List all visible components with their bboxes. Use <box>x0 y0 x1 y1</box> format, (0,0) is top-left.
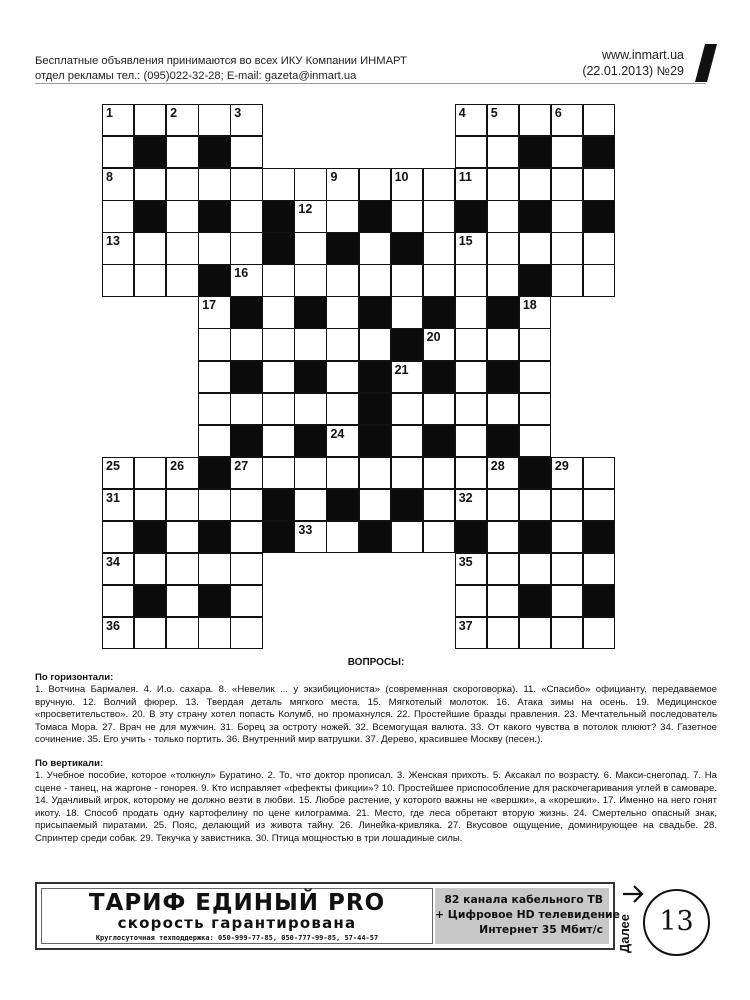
crossword-cell[interactable] <box>487 264 519 296</box>
crossword-cell[interactable] <box>102 553 134 585</box>
crossword-clue-number: 12 <box>298 202 313 217</box>
crossword-cell[interactable] <box>455 296 487 328</box>
crossword-cell[interactable] <box>230 553 262 585</box>
crossword-cell[interactable] <box>262 361 294 393</box>
crossword-black-cell <box>262 521 294 553</box>
crossword-cell[interactable] <box>326 200 358 232</box>
crossword-clue-number: 24 <box>330 426 345 441</box>
crossword-cell[interactable] <box>166 200 198 232</box>
crossword-cell[interactable] <box>455 617 487 649</box>
crossword-clue-number: 20 <box>426 330 441 345</box>
crossword-black-cell <box>519 457 551 489</box>
ad-support-phones: Круглосуточная техподдержка: 050-999-77-85, 050-777-99-85, 57-44-57 <box>95 934 379 942</box>
crossword-black-cell <box>230 361 262 393</box>
crossword-black-cell <box>583 521 615 553</box>
crossword-cell[interactable] <box>326 457 358 489</box>
crossword-black-cell <box>262 200 294 232</box>
crossword-cell[interactable] <box>423 232 455 264</box>
crossword-black-cell <box>519 200 551 232</box>
crossword-cell[interactable] <box>166 521 198 553</box>
across-section <box>35 672 717 747</box>
crossword-cell[interactable] <box>166 489 198 521</box>
crossword-cell[interactable] <box>455 585 487 617</box>
header-contact-line: отдел рекламы тел.: (095)022-32-28; E-mail: gazeta@inmart.ua <box>35 70 357 82</box>
crossword-cell[interactable] <box>359 264 391 296</box>
crossword-cell[interactable] <box>198 361 230 393</box>
crossword-cell[interactable] <box>391 264 423 296</box>
crossword-clue-number: 27 <box>234 458 249 473</box>
crossword-cell[interactable] <box>487 168 519 200</box>
crossword-cell[interactable] <box>487 328 519 360</box>
crossword-cell[interactable] <box>455 328 487 360</box>
crossword-black-cell <box>359 521 391 553</box>
crossword-clue-number: 8 <box>106 170 113 185</box>
crossword-black-cell <box>262 232 294 264</box>
crossword-cell[interactable] <box>359 328 391 360</box>
crossword-cell[interactable] <box>294 200 326 232</box>
header-ads-notice: Бесплатные объявления принимаются во всех ИКУ Компании ИНМАРТ <box>35 55 407 67</box>
crossword-cell[interactable] <box>583 264 615 296</box>
ad-title: ТАРИФ ЕДИНЫЙ PRO <box>88 890 386 916</box>
crossword-black-cell <box>455 521 487 553</box>
crossword-cell[interactable] <box>551 200 583 232</box>
crossword-black-cell <box>262 489 294 521</box>
crossword-cell[interactable] <box>230 200 262 232</box>
crossword-clue-number: 37 <box>458 619 473 633</box>
crossword-black-cell <box>198 521 230 553</box>
crossword-black-cell <box>359 361 391 393</box>
crossword-cell[interactable] <box>326 521 358 553</box>
crossword-cell[interactable] <box>551 617 583 649</box>
crossword-cell[interactable] <box>230 328 262 360</box>
header-issue-date: (22.01.2013) №29 <box>582 64 684 78</box>
crossword-cell[interactable] <box>102 200 134 232</box>
crossword-cell[interactable] <box>198 553 230 585</box>
crossword-cell[interactable] <box>102 489 134 521</box>
crossword-cell[interactable] <box>294 457 326 489</box>
crossword-cell[interactable] <box>166 457 198 489</box>
ad-tariff-block <box>41 888 433 944</box>
crossword-black-cell <box>134 521 166 553</box>
crossword-cell[interactable] <box>198 617 230 649</box>
crossword-black-cell <box>198 264 230 296</box>
crossword-cell[interactable] <box>455 232 487 264</box>
crossword-cell[interactable] <box>262 264 294 296</box>
crossword-cell[interactable] <box>487 585 519 617</box>
down-clues: 1. Учебное пособие, которое «толкнул» Буратино. 2. То, что доктор прописал. 3. Женская прихоть. 5. Аксакал по возрасту. 6. Макси-снегопад. 7. На сцене - танец, на жаргоне - гонорея. 9. Кто исправляет «фефекты фикции»? 10. Простейшее приспособление для раскочегаривания углей в самоваре. 14. Удачливый игрок, которому не должно везти в любви. 15. Любое растение, у которого важны не «вершки», а «корешки». 17. Именно на него гонят икоту. 18. Способ продать одну картофелину по цене килограмма. 21. Место, где леса обретают вторую жизнь. 24. Смертельно опасный знак, присыпаемый пиратами. 25. Пояс, делающий из живота тайну. 26. Линейка-кривляка. 27. Вкусовое ощущение, доминирующее на свадьбе. 28. Спринтер среди собак. 29. Текучка у завистника. 30. Птица мощностью в три лошадиные силы. <box>35 770 717 844</box>
crossword-black-cell <box>423 296 455 328</box>
crossword-cell[interactable] <box>455 553 487 585</box>
crossword-cell[interactable] <box>198 425 230 457</box>
crossword-clue-number: 15 <box>458 234 473 249</box>
crossword-cell[interactable] <box>455 264 487 296</box>
ad-banner[interactable] <box>35 882 620 950</box>
crossword-cell[interactable] <box>230 168 262 200</box>
ad-subtitle: скорость гарантирована <box>117 914 357 932</box>
crossword-cell[interactable] <box>134 168 166 200</box>
crossword-black-cell <box>583 585 615 617</box>
crossword-black-cell <box>423 425 455 457</box>
crossword-cell[interactable] <box>487 200 519 232</box>
crossword-clue-number: 18 <box>522 298 537 313</box>
crossword-cell[interactable] <box>423 328 455 360</box>
crossword-cell[interactable] <box>391 393 423 425</box>
crossword-black-cell <box>583 136 615 168</box>
crossword-cell[interactable] <box>294 232 326 264</box>
crossword-cell[interactable] <box>102 617 134 649</box>
crossword-cell[interactable] <box>102 264 134 296</box>
crossword-cell[interactable] <box>583 232 615 264</box>
crossword-cell[interactable] <box>455 489 487 521</box>
crossword-cell[interactable] <box>487 393 519 425</box>
crossword-cell[interactable] <box>359 489 391 521</box>
crossword-grid <box>102 104 647 649</box>
crossword-cell[interactable] <box>230 489 262 521</box>
crossword-clue-number: 3 <box>234 106 242 120</box>
crossword-cell[interactable] <box>519 361 551 393</box>
ad-features-block <box>435 888 620 944</box>
crossword-cell[interactable] <box>519 232 551 264</box>
crossword-cell[interactable] <box>262 425 294 457</box>
crossword-cell[interactable] <box>262 168 294 200</box>
crossword-cell[interactable] <box>166 136 198 168</box>
crossword-black-cell <box>230 425 262 457</box>
crossword-black-cell <box>294 296 326 328</box>
crossword-cell[interactable] <box>487 232 519 264</box>
crossword-cell[interactable] <box>583 617 615 649</box>
crossword-cell[interactable] <box>230 521 262 553</box>
crossword-cell[interactable] <box>583 553 615 585</box>
crossword-cell[interactable] <box>166 168 198 200</box>
crossword-cell[interactable] <box>294 521 326 553</box>
crossword-cell[interactable] <box>166 264 198 296</box>
ad-feature-tv: 82 канала кабельного ТВ <box>444 893 603 906</box>
crossword-cell[interactable] <box>519 168 551 200</box>
crossword-cell[interactable] <box>423 200 455 232</box>
crossword-cell[interactable] <box>519 425 551 457</box>
crossword-cell[interactable] <box>166 232 198 264</box>
crossword-black-cell <box>359 296 391 328</box>
crossword-cell[interactable] <box>102 232 134 264</box>
header-divider <box>35 83 706 84</box>
crossword-cell[interactable] <box>134 489 166 521</box>
crossword-cell[interactable] <box>230 136 262 168</box>
crossword-cell[interactable] <box>102 521 134 553</box>
crossword-black-cell <box>134 200 166 232</box>
crossword-cell[interactable] <box>198 489 230 521</box>
crossword-cell[interactable] <box>455 361 487 393</box>
crossword-clue-number: 34 <box>106 554 120 569</box>
crossword-cell[interactable] <box>198 232 230 264</box>
crossword-cell[interactable] <box>230 617 262 649</box>
crossword-cell[interactable] <box>102 457 134 489</box>
crossword-cell[interactable] <box>583 457 615 489</box>
crossword-cell[interactable] <box>519 328 551 360</box>
crossword-black-cell <box>359 393 391 425</box>
crossword-cell[interactable] <box>455 457 487 489</box>
crossword-cell[interactable] <box>198 104 230 136</box>
crossword-cell[interactable] <box>487 521 519 553</box>
crossword-cell[interactable] <box>134 264 166 296</box>
crossword-cell[interactable] <box>134 553 166 585</box>
crossword-cell[interactable] <box>551 553 583 585</box>
crossword-cell[interactable] <box>391 168 423 200</box>
crossword-black-cell <box>326 489 358 521</box>
crossword-cell[interactable] <box>262 328 294 360</box>
crossword-black-cell <box>423 361 455 393</box>
header-issue-info <box>582 47 684 79</box>
crossword-cell[interactable] <box>583 489 615 521</box>
crossword-cell[interactable] <box>102 104 134 136</box>
across-clues: 1. Вотчина Бармалея. 4. И.о. сахара. 8. «Невелик ... у экзибиционистa» (современная скороговорка). 11. «Спасибо» официанту, передаваемое вручную. 12. Волчий фюрер. 13. Твердая деталь мягкого места. 15. Мягкотелый молоток. 16. Атака зимы на осень. 19. Медицинское «просветительство». 20. В эту страну хотел попасть Колумб, но промахнулся. 22. Простейшие бразды правления. 23. Мечтательный последователь Томаса Мора. 27. Врач не для мужчин. 31. Борец за остроту ножей. 32. Всемогущая валюта. 33. От какого чувства в потолок плюют? 34. Газетное сочинение. 35. Его учить - только портить. 36. Внутренний мир ватрушки. 37. Дерево, красившее Москву (песен.). <box>35 684 717 745</box>
crossword-cell[interactable] <box>455 425 487 457</box>
crossword-cell[interactable] <box>294 393 326 425</box>
crossword-cell[interactable] <box>359 457 391 489</box>
crossword-cell[interactable] <box>198 328 230 360</box>
crossword-cell[interactable] <box>423 489 455 521</box>
crossword-cell[interactable] <box>326 296 358 328</box>
crossword-clue-number: 25 <box>106 458 120 473</box>
crossword-cell[interactable] <box>166 553 198 585</box>
crossword-cell[interactable] <box>391 521 423 553</box>
crossword-black-cell <box>519 521 551 553</box>
crossword-cell[interactable] <box>198 296 230 328</box>
crossword-cell[interactable] <box>262 457 294 489</box>
crossword-clue-number: 29 <box>554 458 569 473</box>
crossword-cell[interactable] <box>391 425 423 457</box>
crossword-black-cell <box>359 200 391 232</box>
crossword-black-cell <box>198 200 230 232</box>
crossword-black-cell <box>198 585 230 617</box>
ad-feature-internet: Интернет 35 Мбит/с <box>479 923 603 936</box>
crossword-cell[interactable] <box>487 553 519 585</box>
crossword-cell[interactable] <box>551 521 583 553</box>
crossword-cell[interactable] <box>134 457 166 489</box>
crossword-cell[interactable] <box>391 200 423 232</box>
crossword-cell[interactable] <box>230 393 262 425</box>
crossword-black-cell <box>455 200 487 232</box>
page-number: 13 <box>643 889 710 956</box>
crossword-clue-number: 21 <box>394 362 409 377</box>
crossword-black-cell <box>359 425 391 457</box>
crossword-black-cell <box>294 425 326 457</box>
crossword-cell[interactable] <box>455 104 487 136</box>
crossword-black-cell <box>519 136 551 168</box>
crossword-cell[interactable] <box>294 264 326 296</box>
crossword-clue-number: 11 <box>458 170 472 185</box>
crossword-cell[interactable] <box>583 104 615 136</box>
crossword-cell[interactable] <box>102 136 134 168</box>
crossword-clue-number: 6 <box>554 106 562 120</box>
crossword-cell[interactable] <box>551 585 583 617</box>
crossword-cell[interactable] <box>519 617 551 649</box>
crossword-clue-number: 28 <box>490 458 505 473</box>
crossword-black-cell <box>519 585 551 617</box>
crossword-cell[interactable] <box>551 104 583 136</box>
crossword-black-cell <box>391 489 423 521</box>
crossword-cell[interactable] <box>134 104 166 136</box>
questions-section <box>35 657 717 845</box>
crossword-clue-number: 35 <box>458 554 473 569</box>
crossword-cell[interactable] <box>519 296 551 328</box>
crossword-clue-number: 1 <box>106 106 113 120</box>
next-page-label: Далее <box>617 913 633 954</box>
crossword-cell[interactable] <box>198 393 230 425</box>
crossword-cell[interactable] <box>583 168 615 200</box>
crossword-clue-number: 31 <box>106 490 120 505</box>
crossword-cell[interactable] <box>198 168 230 200</box>
crossword-cell[interactable] <box>423 393 455 425</box>
crossword-cell[interactable] <box>391 457 423 489</box>
crossword-black-cell <box>230 296 262 328</box>
header-slash-decoration <box>693 40 723 86</box>
crossword-cell[interactable] <box>423 264 455 296</box>
crossword-cell[interactable] <box>551 232 583 264</box>
crossword-cell[interactable] <box>519 104 551 136</box>
crossword-cell[interactable] <box>359 232 391 264</box>
crossword-cell[interactable] <box>326 264 358 296</box>
crossword-cell[interactable] <box>230 457 262 489</box>
crossword-cell[interactable] <box>230 585 262 617</box>
down-section <box>35 758 717 846</box>
crossword-clue-number: 13 <box>106 234 120 249</box>
crossword-cell[interactable] <box>551 264 583 296</box>
crossword-cell[interactable] <box>166 104 198 136</box>
crossword-black-cell <box>487 296 519 328</box>
crossword-cell[interactable] <box>166 585 198 617</box>
crossword-cell[interactable] <box>230 232 262 264</box>
crossword-black-cell <box>198 136 230 168</box>
crossword-cell[interactable] <box>326 361 358 393</box>
crossword-clue-number: 26 <box>170 458 185 473</box>
crossword-cell[interactable] <box>359 168 391 200</box>
crossword-cell[interactable] <box>487 617 519 649</box>
crossword-cell[interactable] <box>455 393 487 425</box>
crossword-cell[interactable] <box>519 553 551 585</box>
crossword-black-cell <box>487 425 519 457</box>
crossword-clue-number: 16 <box>234 266 249 281</box>
crossword-cell[interactable] <box>326 168 358 200</box>
crossword-cell[interactable] <box>391 296 423 328</box>
crossword-black-cell <box>134 136 166 168</box>
header-contact <box>35 54 505 84</box>
crossword-cell[interactable] <box>455 168 487 200</box>
crossword-black-cell <box>487 361 519 393</box>
crossword-clue-number: 9 <box>330 170 338 185</box>
crossword-black-cell <box>391 232 423 264</box>
crossword-cell[interactable] <box>326 393 358 425</box>
crossword-black-cell <box>294 361 326 393</box>
crossword-cell[interactable] <box>294 489 326 521</box>
crossword-black-cell <box>583 200 615 232</box>
crossword-cell[interactable] <box>134 232 166 264</box>
crossword-black-cell <box>326 232 358 264</box>
crossword-cell[interactable] <box>487 104 519 136</box>
crossword-cell[interactable] <box>423 168 455 200</box>
ad-feature-hd: + Цифровое HD телевидение <box>435 908 620 921</box>
crossword-cell[interactable] <box>519 393 551 425</box>
down-heading: По вертикали: <box>35 757 104 769</box>
questions-title: ВОПРОСЫ: <box>347 657 405 668</box>
crossword-cell[interactable] <box>326 328 358 360</box>
crossword-clue-number: 5 <box>490 106 498 120</box>
across-heading: По горизонтали: <box>35 671 114 683</box>
crossword-cell[interactable] <box>230 104 262 136</box>
crossword-cell[interactable] <box>326 425 358 457</box>
crossword-cell[interactable] <box>391 361 423 393</box>
crossword-black-cell <box>391 328 423 360</box>
crossword-black-cell <box>519 264 551 296</box>
crossword-cell[interactable] <box>551 489 583 521</box>
crossword-cell[interactable] <box>519 489 551 521</box>
next-page-link[interactable] <box>617 890 642 954</box>
crossword-clue-number: 2 <box>170 106 178 120</box>
crossword-cell[interactable] <box>230 264 262 296</box>
crossword-cell[interactable] <box>551 168 583 200</box>
crossword-cell[interactable] <box>102 585 134 617</box>
crossword-cell[interactable] <box>166 617 198 649</box>
header-website[interactable]: www.inmart.ua <box>602 48 684 62</box>
crossword-clue-number: 17 <box>202 298 217 313</box>
crossword-cell[interactable] <box>423 521 455 553</box>
crossword-cell[interactable] <box>487 457 519 489</box>
crossword-clue-number: 4 <box>458 106 466 120</box>
crossword-cell[interactable] <box>455 136 487 168</box>
crossword-black-cell <box>198 457 230 489</box>
crossword-cell[interactable] <box>294 168 326 200</box>
crossword-clue-number: 36 <box>106 619 120 633</box>
crossword-clue-number: 33 <box>298 522 313 537</box>
crossword-cell[interactable] <box>262 296 294 328</box>
crossword-cell[interactable] <box>262 393 294 425</box>
crossword-cell[interactable] <box>551 136 583 168</box>
crossword-cell[interactable] <box>102 168 134 200</box>
crossword-cell[interactable] <box>134 617 166 649</box>
crossword-clue-number: 32 <box>458 490 473 505</box>
crossword-black-cell <box>134 585 166 617</box>
crossword-cell[interactable] <box>551 457 583 489</box>
crossword-cell[interactable] <box>423 457 455 489</box>
crossword-cell[interactable] <box>487 136 519 168</box>
crossword-clue-number: 10 <box>394 170 409 185</box>
crossword-cell[interactable] <box>487 489 519 521</box>
crossword-cell[interactable] <box>294 328 326 360</box>
